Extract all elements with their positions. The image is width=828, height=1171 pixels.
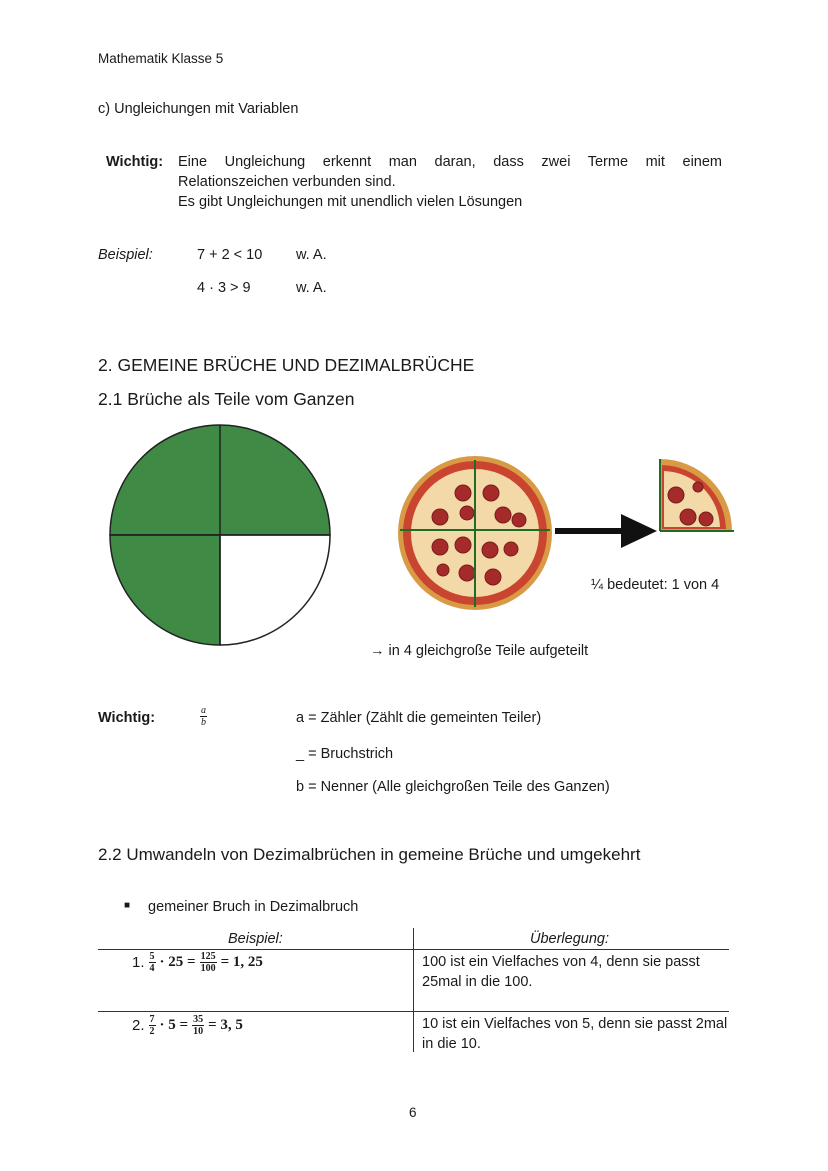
table-row-1-math bbox=[132, 951, 263, 974]
row-2-frac-den: 2 bbox=[149, 1026, 155, 1037]
pizza-slice-image bbox=[658, 457, 742, 533]
row-1-number: 1. bbox=[132, 954, 145, 971]
row-2-res-num: 35 bbox=[193, 1014, 204, 1025]
table-row-2-math bbox=[132, 1014, 243, 1037]
bruchstrich-text: _ = Bruchstrich bbox=[296, 746, 394, 762]
row-1-res-num: 125 bbox=[200, 951, 216, 962]
bullet-icon: ■ bbox=[124, 900, 131, 911]
table-header-beispiel: Beispiel: bbox=[228, 931, 283, 947]
row-1-result: = 1, 25 bbox=[220, 954, 263, 970]
section-2-1-title: 2.1 Brüche als Teile vom Ganzen bbox=[98, 389, 355, 409]
section-c-title: c) Ungleichungen mit Variablen bbox=[98, 101, 299, 117]
chapter-title: 2. GEMEINE BRÜCHE UND DEZIMALBRÜCHE bbox=[98, 355, 475, 375]
row-1-frac-den: 4 bbox=[149, 963, 155, 974]
fraction-circle bbox=[100, 418, 340, 654]
beispiel-label: Beispiel: bbox=[98, 247, 153, 263]
arrow-right-icon bbox=[555, 512, 659, 552]
page-number: 6 bbox=[409, 1105, 417, 1120]
nenner-text: b = Nenner (Alle gleichgroßen Teile des Ganzen) bbox=[296, 779, 610, 795]
wichtig2-label: Wichtig: bbox=[98, 710, 156, 726]
row-2-number: 2. bbox=[132, 1017, 145, 1034]
fraction-a-over-b bbox=[198, 705, 209, 728]
frac-den: b bbox=[201, 717, 206, 728]
example-status-1: w. A. bbox=[296, 247, 327, 263]
row-2-mul: · 5 = bbox=[159, 1017, 189, 1033]
example-expr-1: 7 + 2 < 10 bbox=[197, 247, 263, 263]
row-2-result: = 3, 5 bbox=[208, 1017, 243, 1033]
pizza-caption: ¼ bedeutet: 1 von 4 bbox=[591, 577, 720, 593]
row-1-res-den: 100 bbox=[200, 963, 216, 974]
row-1-mul: · 25 = bbox=[159, 954, 196, 970]
example-status-2: w. A. bbox=[296, 280, 327, 296]
row-2-res-den: 10 bbox=[193, 1026, 204, 1037]
wichtig-label: Wichtig: bbox=[106, 154, 164, 170]
page-header: Mathematik Klasse 5 bbox=[98, 51, 224, 66]
table-header-ueberlegung: Überlegung: bbox=[530, 931, 609, 947]
pizza-image bbox=[395, 455, 555, 615]
section-2-2-title: 2.2 Umwandeln von Dezimalbrüchen in gemeine Brüche und umgekehrt bbox=[98, 845, 641, 864]
row-1-explanation: 100 ist ein Vielfaches von 4, denn sie passt 25mal in die 100. bbox=[422, 954, 700, 990]
split-caption: → in 4 gleichgroße Teile aufgeteilt bbox=[370, 643, 589, 659]
frac-num: a bbox=[201, 705, 206, 716]
row-1-frac-num: 5 bbox=[149, 951, 155, 962]
table-column-line bbox=[413, 928, 414, 1052]
wichtig-line-2: Relationszeichen verbunden sind. bbox=[178, 174, 396, 190]
bullet-text: gemeiner Bruch in Dezimalbruch bbox=[148, 899, 359, 915]
wichtig-line-1: Eine Ungleichung erkennt man daran, dass zwei Terme mit einem bbox=[178, 154, 722, 170]
zaehler-text: a = Zähler (Zählt die gemeinten Teiler) bbox=[296, 710, 542, 726]
wichtig-line-3: Es gibt Ungleichungen mit unendlich vielen Lösungen bbox=[178, 194, 523, 210]
row-2-explanation: 10 ist ein Vielfaches von 5, denn sie passt 2mal in die 10. bbox=[422, 1016, 728, 1052]
row-2-frac-num: 7 bbox=[149, 1014, 155, 1025]
example-expr-2: 4 · 3 > 9 bbox=[197, 280, 251, 296]
